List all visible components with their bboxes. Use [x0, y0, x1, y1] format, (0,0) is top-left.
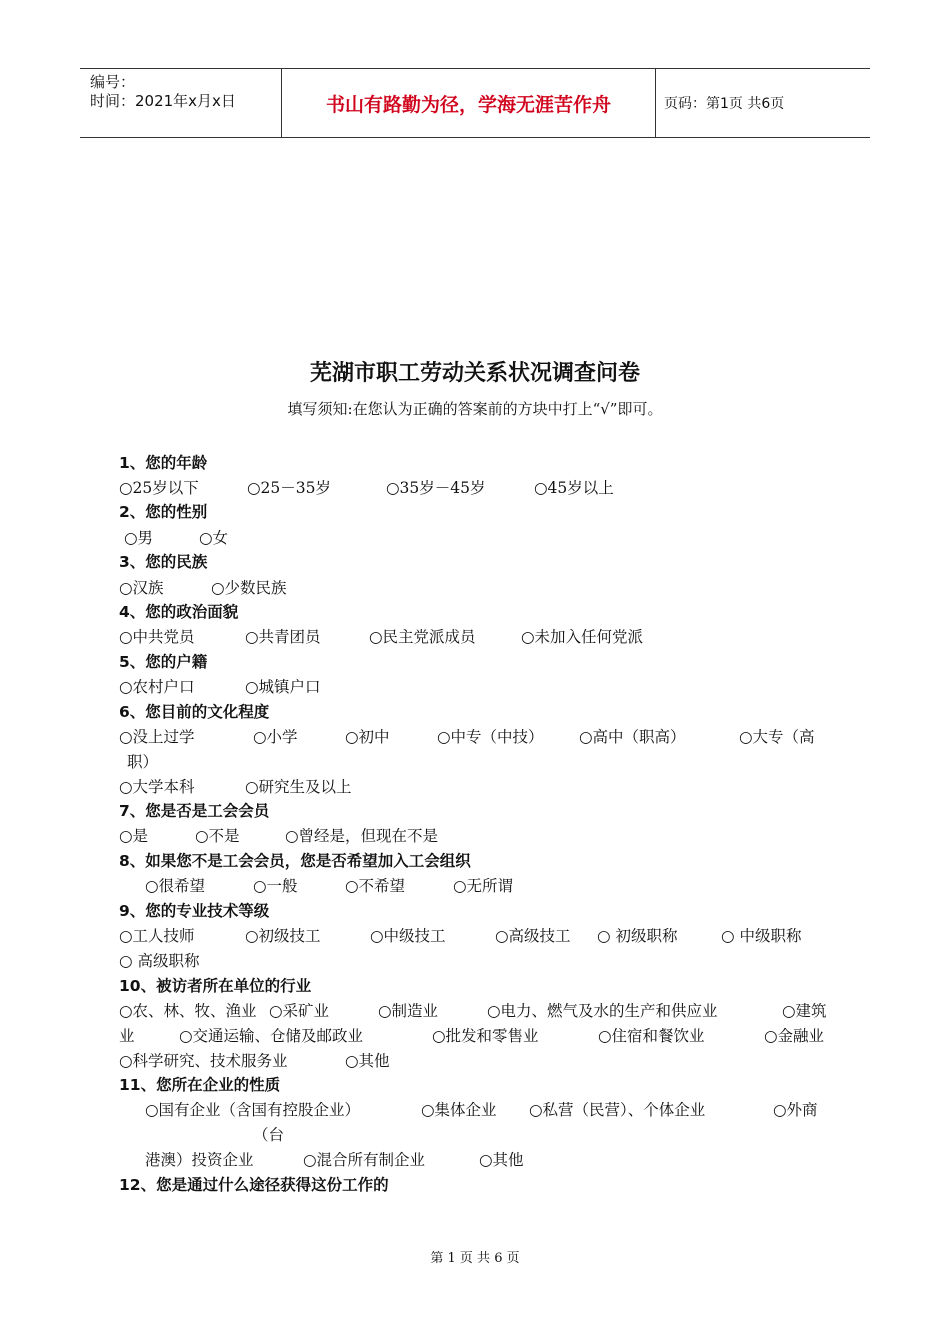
option-radio[interactable]: ○农、林、牧、渔业: [119, 1002, 257, 1020]
circle-icon: ○: [739, 728, 753, 746]
option-radio[interactable]: ○中级技工: [370, 927, 446, 945]
option-radio[interactable]: ○混合所有制企业: [303, 1151, 426, 1169]
circle-icon: ○: [285, 827, 299, 845]
circle-icon: ○: [303, 1151, 317, 1169]
header-meta: [90, 73, 280, 111]
circle-icon: ○: [179, 1027, 193, 1045]
option-radio[interactable]: ○建筑: [782, 1002, 827, 1020]
circle-icon: ○: [211, 579, 225, 597]
circle-icon: ○: [529, 1101, 543, 1119]
option-radio[interactable]: ○中共党员: [119, 628, 195, 646]
question-5: 5、您的户籍: [119, 653, 208, 671]
circle-icon: ○: [598, 1027, 612, 1045]
circle-icon: ○: [119, 1002, 133, 1020]
circle-icon: ○: [245, 678, 259, 696]
number-label: 编号：: [90, 73, 136, 91]
option-radio[interactable]: ○25岁以下: [119, 479, 199, 497]
circle-icon: ○: [345, 877, 359, 895]
option-radio[interactable]: ○高级技工: [495, 927, 571, 945]
option-radio[interactable]: ○采矿业: [269, 1002, 330, 1020]
option-radio[interactable]: ○中专（中技）: [437, 728, 544, 746]
circle-icon: ○: [421, 1101, 435, 1119]
page-footer: 第 1 页 共 6 页: [430, 1251, 520, 1266]
option-radio[interactable]: ○是: [119, 827, 149, 845]
option-radio[interactable]: ○高中（职高）: [579, 728, 686, 746]
circle-icon: ○: [479, 1151, 493, 1169]
circle-icon: ○: [764, 1027, 778, 1045]
option-radio[interactable]: ○不是: [195, 827, 240, 845]
question-11: 11、您所在企业的性质: [119, 1076, 281, 1094]
circle-icon: ○: [245, 628, 259, 646]
circle-icon: ○: [124, 529, 138, 547]
option-radio[interactable]: ○共青团员: [245, 628, 321, 646]
circle-icon: ○: [345, 728, 359, 746]
question-4: 4、您的政治面貌: [119, 603, 239, 621]
option-radio[interactable]: ○大学本科: [119, 778, 195, 796]
question-12: 12、您是通过什么途径获得这份工作的: [119, 1176, 389, 1194]
option-radio[interactable]: ○金融业: [764, 1027, 825, 1045]
circle-icon: ○: [119, 728, 133, 746]
circle-icon: ○: [145, 1101, 159, 1119]
document-header: [80, 68, 870, 138]
circle-icon: ○: [195, 827, 209, 845]
option-radio[interactable]: ○一般: [253, 877, 298, 895]
page-title: 芜湖市职工劳动关系状况调查问卷: [309, 361, 640, 386]
question-9: 9、您的专业技术等级: [119, 902, 270, 920]
circle-icon: ○: [521, 628, 535, 646]
circle-icon: ○: [269, 1002, 283, 1020]
option-radio[interactable]: ○农村户口: [119, 678, 195, 696]
date-label: 时间：2021年x月x日: [90, 92, 236, 110]
option-radio[interactable]: ○私营（民营）、个体企业: [529, 1101, 706, 1119]
option-radio[interactable]: ○汉族: [119, 579, 164, 597]
circle-icon: ○: [432, 1027, 446, 1045]
circle-icon: ○: [119, 678, 133, 696]
circle-icon: ○: [721, 927, 735, 945]
circle-icon: ○: [579, 728, 593, 746]
circle-icon: ○: [773, 1101, 787, 1119]
option-radio[interactable]: ○其他: [479, 1151, 524, 1169]
option-radio[interactable]: ○批发和零售业: [432, 1027, 539, 1045]
option-radio[interactable]: ○女: [199, 529, 229, 547]
question-8: 8、如果您不是工会会员，您是否希望加入工会组织: [119, 852, 471, 870]
circle-icon: ○: [597, 927, 611, 945]
option-radio[interactable]: ○研究生及以上: [245, 778, 352, 796]
option-radio[interactable]: ○未加入任何党派: [521, 628, 644, 646]
option-radio[interactable]: ○少数民族: [211, 579, 287, 597]
circle-icon: ○: [487, 1002, 501, 1020]
circle-icon: ○: [119, 778, 133, 796]
question-1: 1、您的年龄: [119, 454, 208, 472]
option-continuation: 业: [119, 1027, 135, 1045]
circle-icon: ○: [369, 628, 383, 646]
option-radio[interactable]: ○工人技师: [119, 927, 195, 945]
option-radio[interactable]: ○ 高级职称: [119, 952, 200, 970]
circle-icon: ○: [386, 479, 400, 497]
option-radio[interactable]: ○很希望: [145, 877, 206, 895]
circle-icon: ○: [119, 1052, 133, 1070]
option-radio[interactable]: ○其他: [345, 1052, 390, 1070]
circle-icon: ○: [119, 927, 133, 945]
option-radio[interactable]: ○ 初级职称: [597, 927, 678, 945]
option-radio[interactable]: ○交通运输、仓储及邮政业: [179, 1027, 364, 1045]
circle-icon: ○: [247, 479, 261, 497]
circle-icon: ○: [495, 927, 509, 945]
circle-icon: ○: [119, 827, 133, 845]
circle-icon: ○: [119, 579, 133, 597]
option-radio[interactable]: ○住宿和餐饮业: [598, 1027, 705, 1045]
circle-icon: ○: [199, 529, 213, 547]
option-radio[interactable]: ○没上过学: [119, 728, 195, 746]
option-radio[interactable]: ○初级技工: [245, 927, 321, 945]
circle-icon: ○: [370, 927, 384, 945]
circle-icon: ○: [437, 728, 451, 746]
option-radio[interactable]: ○外商: [773, 1101, 818, 1119]
option-radio[interactable]: ○制造业: [378, 1002, 439, 1020]
circle-icon: ○: [253, 877, 267, 895]
option-radio[interactable]: ○ 中级职称: [721, 927, 802, 945]
option-radio[interactable]: ○35岁－45岁: [386, 479, 486, 497]
circle-icon: ○: [119, 952, 133, 970]
option-radio[interactable]: ○民主党派成员: [369, 628, 476, 646]
circle-icon: ○: [378, 1002, 392, 1020]
option-radio[interactable]: ○科学研究、技术服务业: [119, 1052, 288, 1070]
circle-icon: ○: [119, 479, 133, 497]
option-continuation: （台: [253, 1126, 285, 1144]
circle-icon: ○: [253, 728, 267, 746]
circle-icon: ○: [245, 778, 259, 796]
option-radio[interactable]: ○城镇户口: [245, 678, 321, 696]
option-radio[interactable]: ○初中: [345, 728, 390, 746]
option-radio[interactable]: ○集体企业: [421, 1101, 497, 1119]
option-radio[interactable]: ○小学: [253, 728, 298, 746]
option-continuation: 港澳）投资企业: [145, 1151, 254, 1169]
fill-notice: 填写须知:在您认为正确的答案前的方块中打上“√”即可。: [287, 400, 663, 418]
circle-icon: ○: [534, 479, 548, 497]
option-radio[interactable]: ○不希望: [345, 877, 406, 895]
circle-icon: ○: [119, 628, 133, 646]
question-3: 3、您的民族: [119, 553, 208, 571]
question-2: 2、您的性别: [119, 503, 208, 521]
question-10: 10、被访者所在单位的行业: [119, 977, 312, 995]
question-7: 7、您是否是工会会员: [119, 802, 270, 820]
option-radio[interactable]: ○45岁以上: [534, 479, 614, 497]
option-continuation: 职）: [127, 753, 159, 771]
circle-icon: ○: [345, 1052, 359, 1070]
header-motto: 书山有路勤为径，学海无涯苦作舟: [325, 93, 611, 116]
option-radio[interactable]: ○曾经是，但现在不是: [285, 827, 439, 845]
option-radio[interactable]: ○25－35岁: [247, 479, 331, 497]
circle-icon: ○: [245, 927, 259, 945]
circle-icon: ○: [782, 1002, 796, 1020]
question-6: 6、您目前的文化程度: [119, 703, 270, 721]
header-page-label: 页码：第1页 共6页: [664, 96, 785, 112]
circle-icon: ○: [145, 877, 159, 895]
option-radio[interactable]: ○男: [124, 529, 154, 547]
option-radio[interactable]: ○无所谓: [453, 877, 514, 895]
option-radio[interactable]: ○国有企业（含国有控股企业）: [145, 1101, 361, 1119]
circle-icon: ○: [453, 877, 467, 895]
header-divider: [655, 69, 656, 137]
option-radio[interactable]: ○电力、燃气及水的生产和供应业: [487, 1002, 718, 1020]
option-radio[interactable]: ○大专（高: [739, 728, 815, 746]
